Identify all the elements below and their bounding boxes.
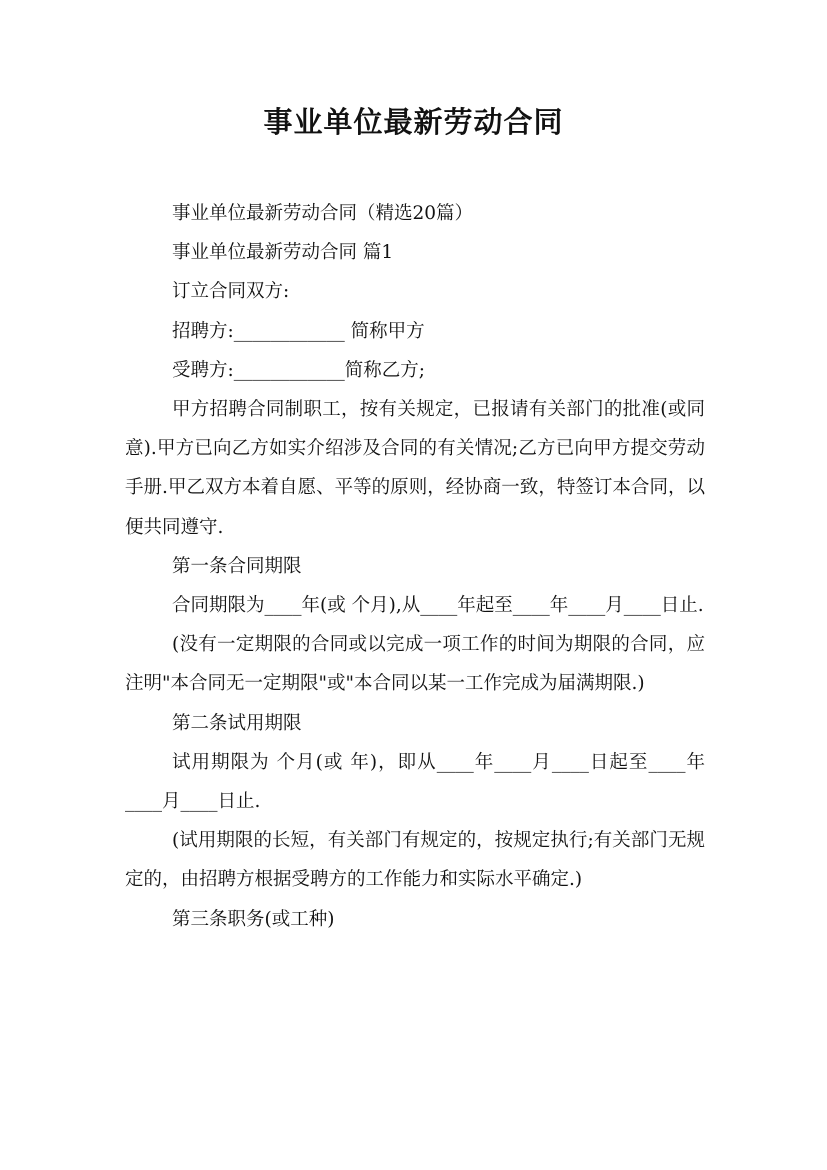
paragraph-preamble: 甲方招聘合同制职工，按有关规定，已报请有关部门的批准(或同意).甲方已向乙方如实介绍涉及合同的有关情况;乙方已向甲方提交劳动手册.甲乙双方本着自愿、平等的原则，经协商一致，特签订本合同，以便共同遵守. [125,399,705,538]
article-1-note: (没有一定期限的合同或以完成一项工作的时间为期限的合同，应注明"本合同无一定期限"或"本合同以某一工作完成为届满期限.) [125,634,705,695]
paragraph-employer: 招聘方:____________ 简称甲方 [172,320,425,342]
document-title: 事业单位最新劳动合同 [263,105,564,139]
paragraph-parties-heading: 订立合同双方: [172,281,290,303]
article-2-heading: 第二条试用期限 [172,712,302,734]
article-3-heading: 第三条职务(或工种) [172,908,335,930]
article-1-heading: 第一条合同期限 [172,555,302,577]
paragraph-employee: 受聘方:____________简称乙方; [172,359,425,381]
paragraph-section-heading: 事业单位最新劳动合同 篇1 [172,242,394,264]
article-2-term: 试用期限为 个月(或 年)，即从____年____月____日起至____年____月____日止. [125,751,705,813]
article-2-note: (试用期限的长短，有关部门有规定的，按规定执行;有关部门无规定的，由招聘方根据受聘方的工作能力和实际水平确定.) [125,830,705,891]
document-body [125,194,705,939]
paragraph-subtitle: 事业单位最新劳动合同（精选20篇） [172,203,474,224]
article-1-term: 合同期限为____年(或 个月),从____年起至____年____月____日止. [172,595,704,617]
